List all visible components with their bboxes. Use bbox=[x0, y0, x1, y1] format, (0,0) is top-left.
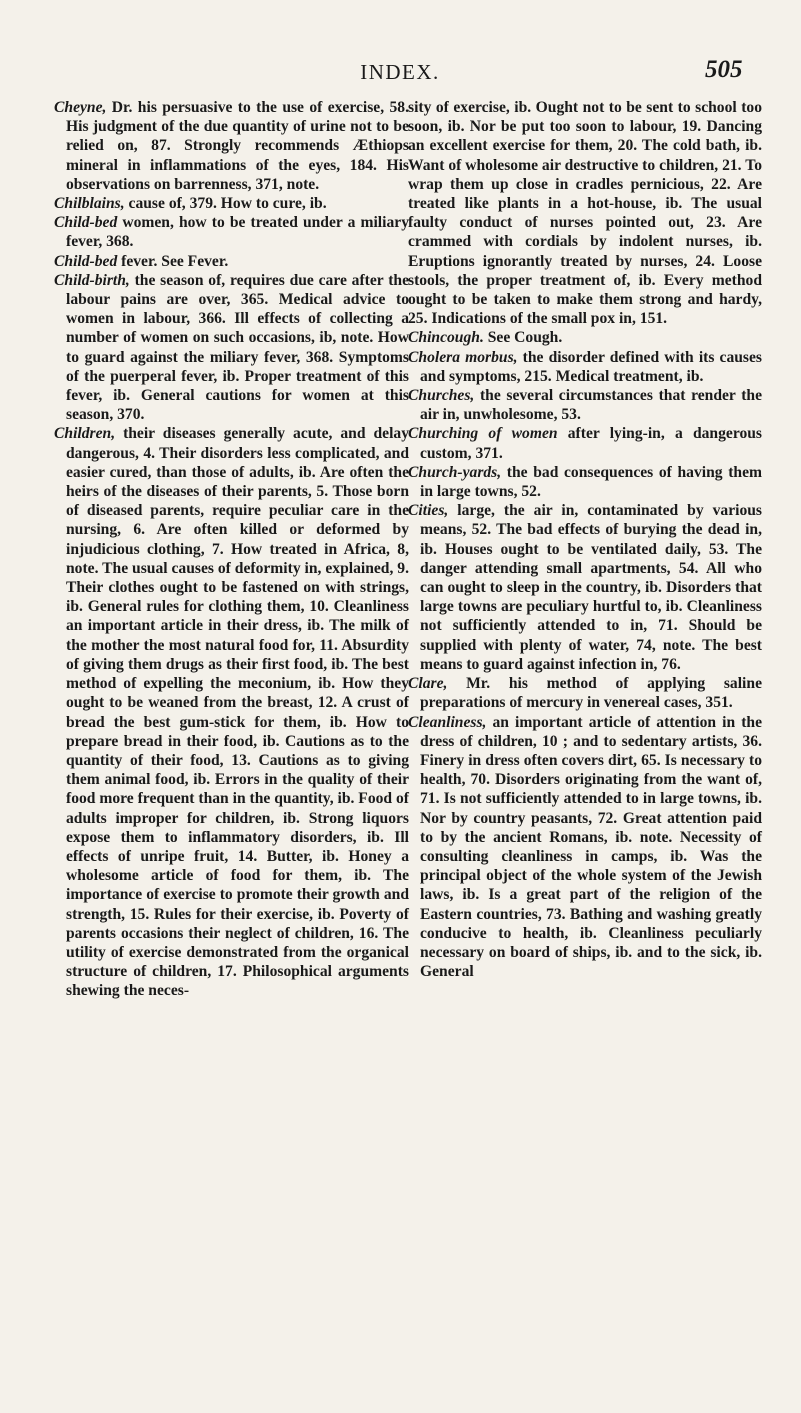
entry-heading: Churches, bbox=[408, 387, 475, 405]
entry-text: the bad consequences of having them in large towns, 52. bbox=[420, 463, 762, 501]
right-column bbox=[408, 98, 762, 981]
index-entry bbox=[408, 424, 762, 462]
entry-heading: Children, bbox=[54, 425, 116, 443]
entry-heading: Cities, bbox=[408, 502, 449, 520]
entry-text: sity of exercise, ib. Ought not to be sent to school too soon, ib. Nor be put too soon to labour, 19. Dancing an excellent exercise for them, 20. The cold bath, ib. Want of wholesome air destructive to children, 21. To wrap them up close in cradles pernicious, 22. Are treated like plants in a hot-house, ib. The usual faulty conduct of nurses pointed out, 23. Are crammed with cordials by indolent nurses, ib. Eruptions ignorantly treated by nurses, 24. Loose stools, the proper treatment of, ib. Every method ought to be taken to make them strong and hardy, 25. Indications of the small pox in, 151. bbox=[408, 99, 762, 328]
entry-text: the disorder defined with its causes and symptoms, 215. Medical treatment, ib. bbox=[420, 348, 762, 385]
entry-text: an important article of attention in the dress of children, 10 ; and to sedentary artists, 36. Finery in dress often covers dirt, 65. Is necessary to health, 70. Disorders originating from the want of, 71. Is not sufficiently attended to in large towns, ib. Nor by country peasants, 72. Great attention paid to by the ancient Romans, ib. note. Necessity of consulting cleanliness in camps, ib. Was the principal object of the whole system of the Jewish laws, ib. Is a great part of the religion of the Eastern countries, 73. Bathing and washing greatly conducive to health, ib. Cleanliness peculiarly necessary on board of ships, ib. and to the sick, ib. General bbox=[420, 713, 762, 981]
index-entry bbox=[54, 98, 409, 194]
index-entry bbox=[408, 674, 762, 712]
entry-text: women, how to be treated under a miliary fever, 368. bbox=[66, 214, 409, 251]
index-entry bbox=[408, 463, 762, 501]
entry-heading: Child-bed bbox=[54, 214, 118, 232]
entry-heading: Clare, bbox=[408, 675, 448, 693]
entry-heading: Cholera morbus, bbox=[408, 348, 518, 366]
index-entry bbox=[408, 713, 762, 982]
entry-heading: Chincough. bbox=[408, 329, 484, 347]
index-entry bbox=[54, 271, 409, 425]
entry-text: their diseases generally acute, and delay dangerous, 4. Their disorders less complicated, and easier cured, than those of adults, ib. Are often the heirs of the diseases of their parents, 5. Those born of diseased parents, require peculiar care in the nursing, 6. Are often killed or deformed by injudicious clothing, 7. How treated in Africa, 8, note. The usual causes of deformity in, explained, 9. Their clothes ought to be fastened on with strings, ib. General rules for clothing them, 10. Cleanliness an important article in their dress, ib. The milk of the mother the most natural food for, 11. Absurdity of giving them drugs as their first food, ib. The best method of expelling the meconium, ib. How they ought to be weaned from the breast, 12. A crust of bread the best gum-stick for them, ib. How to prepare bread in their food, ib. Cautions as to the quantity of their food, 13. Cautions as to giving them animal food, ib. Errors in the quality of their food more frequent than in the quantity, ib. Food of adults improper for children, ib. Strong liquors expose them to inflammatory disorders, ib. Ill effects of unripe fruit, 14. Butter, ib. Honey a wholesome article of food for them, ib. The importance of exercise to promote their growth and strength, 15. Rules for their exercise, ib. Poverty of parents occasions their neglect of children, 16. The utility of exercise demonstrated from the organical structure of children, 17. Philosophical arguments shewing the neces- bbox=[66, 425, 409, 1000]
index-entry bbox=[54, 213, 409, 251]
page-number: 505 bbox=[705, 56, 743, 83]
entry-heading: Child-bed bbox=[54, 252, 118, 270]
entry-heading: Child-birth, bbox=[54, 271, 130, 289]
entry-heading: Churching of women bbox=[408, 425, 558, 443]
entry-text: Dr. his persuasive to the use of exercise, 58. His judgment of the due quantity of urine not to be relied on, 87. Strongly recommends Æthiops mineral in inflammations of the eyes, 184. His observations on barrenness, 371, note. bbox=[66, 99, 409, 193]
entry-text: the season of, requires due care after the labour pains are over, 365. Medical advice to women in labour, 366. Ill effects of collecting a number of women on such occasions, ib, note. How to guard against the miliary fever, 368. Symptoms of the puerperal fever, ib. Proper treatment of this fever, ib. General cautions for women at this season, 370. bbox=[66, 271, 409, 424]
entry-text: See Cough. bbox=[483, 329, 563, 347]
index-entry bbox=[54, 194, 409, 213]
entry-heading: Chilblains, bbox=[54, 195, 125, 213]
entry-text: Mr. his method of applying saline preparations of mercury in venereal cases, 351. bbox=[420, 675, 762, 712]
index-entry-continued bbox=[408, 98, 762, 328]
index-entry bbox=[408, 348, 762, 386]
index-entry bbox=[408, 328, 762, 347]
entry-text: large, the air in, contaminated by various means, 52. The bad effects of burying the dead in, ib. Houses ought to be ventilated daily, 53. The danger attending small apartments, 54. All who can ought to sleep in the country, ib. Disorders that large towns are peculiary hurtful to, ib. Cleanliness not sufficiently attended to in, 71. Should be supplied with plenty of water, 74, note. The best means to guard against infection in, 76. bbox=[420, 502, 762, 673]
left-column bbox=[54, 98, 409, 1001]
entry-heading: Cheyne, bbox=[54, 99, 107, 116]
running-head bbox=[0, 50, 801, 90]
entry-text: fever. See Fever. bbox=[117, 252, 229, 270]
entry-heading: Church-yards, bbox=[408, 463, 502, 481]
index-entry bbox=[54, 424, 409, 1000]
entry-text: after lying-in, a dangerous custom, 371. bbox=[420, 425, 762, 462]
entry-text: cause of, 379. How to cure, ib. bbox=[124, 195, 327, 213]
entry-heading: Cleanliness, bbox=[408, 713, 487, 731]
entry-text: the several circumstances that render the air in, unwholesome, 53. bbox=[420, 387, 762, 424]
index-entry bbox=[54, 252, 409, 271]
index-entry bbox=[408, 386, 762, 424]
index-entry bbox=[408, 501, 762, 674]
running-title: INDEX. bbox=[360, 60, 440, 84]
